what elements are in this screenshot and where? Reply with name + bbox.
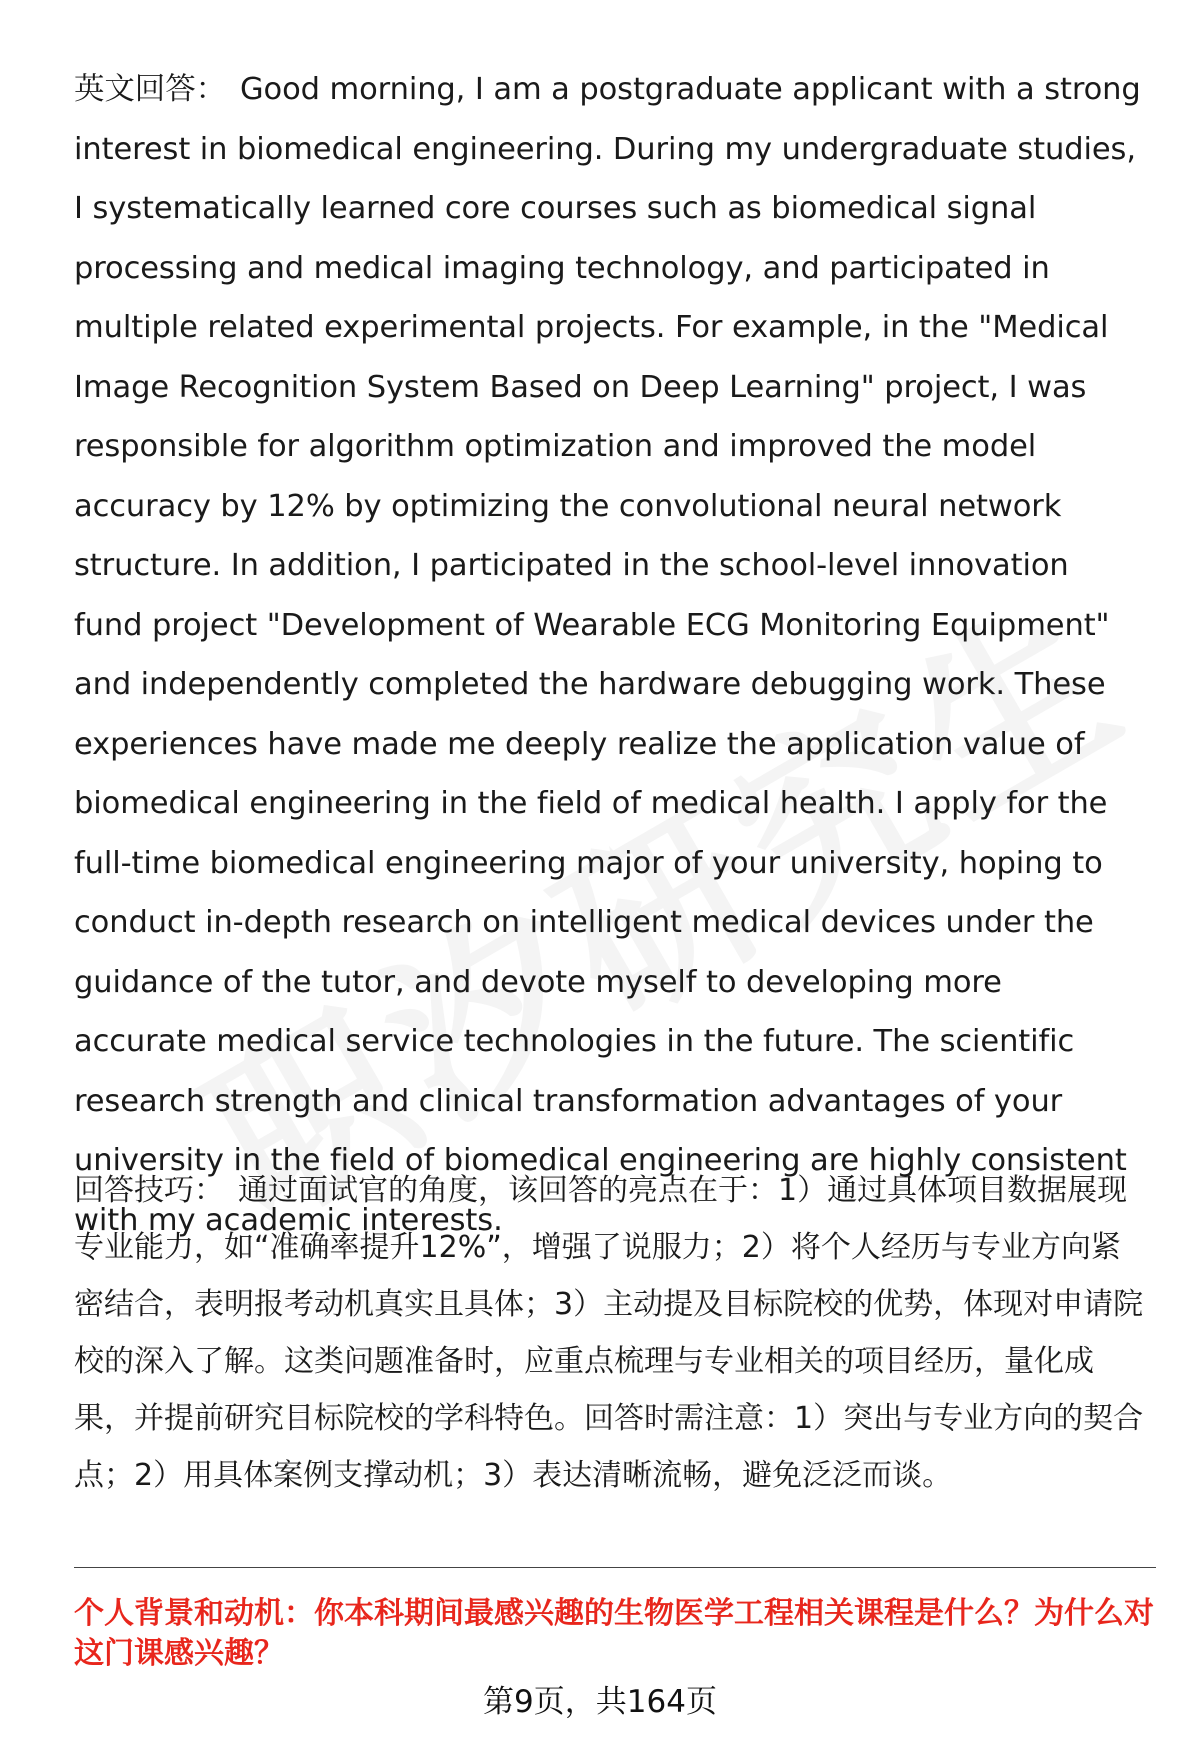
answer-tips-text: 通过面试官的角度，该回答的亮点在于：1）通过具体项目数据展现专业能力，如“准确率提升12%”，增强了说服力；2）将个人经历与专业方向紧密结合，表明报考动机真实且具体；3）主动提及目标院校的优势，体现对申请院校的深入了解。这类问题准备时，应重点梳理与专业相关的项目经历，量化成果，并提前研究目标院校的学科特色。回答时需注意：1）突出与专业方向的契合点；2）用具体案例支撑动机；3）表达清晰流畅，避免泛泛而谈。 xyxy=(74,1173,1144,1493)
english-answer-paragraph xyxy=(74,60,1144,1250)
next-question-heading: 个人背景和动机：你本科期间最感兴趣的生物医学工程相关课程是什么？为什么对这门课感兴趣？ xyxy=(74,1596,1154,1671)
answer-tips-label: 回答技巧： xyxy=(74,1173,224,1208)
page-number: 第9页，共164页 xyxy=(483,1684,717,1720)
answer-tips-paragraph xyxy=(74,1162,1144,1504)
english-answer-text: Good morning, I am a postgraduate applicant with a strong interest in biomedical engineering. During my undergraduate studies, I systematically learned core courses such as biomedical signal processing and medical imaging technology, and participated in multiple related experimental projects. For example, in the "Medical Image Recognition System Based on Deep Learning" project, I was responsible for algorithm optimization and improved the model accuracy by 12% by optimizing the convolutional neural network structure. In addition, I participated in the school-level innovation fund project "Development of Wearable ECG Monitoring Equipment" and independently completed the hardware debugging work. These experiences have made me deeply realize the application value of biomedical engineering in the field of medical health. I apply for the full-time biomedical engineering major of your university, hoping to conduct in-depth research on intelligent medical devices under the guidance of the tutor, and devote myself to developing more accurate medical service technologies in the future. The scientific research strength and clinical transformation advantages of your university in the field of biomedical engineering are highly consistent with my academic interests. xyxy=(74,72,1141,1238)
section-divider xyxy=(74,1567,1156,1568)
english-answer-label: 英文回答： xyxy=(74,72,226,107)
